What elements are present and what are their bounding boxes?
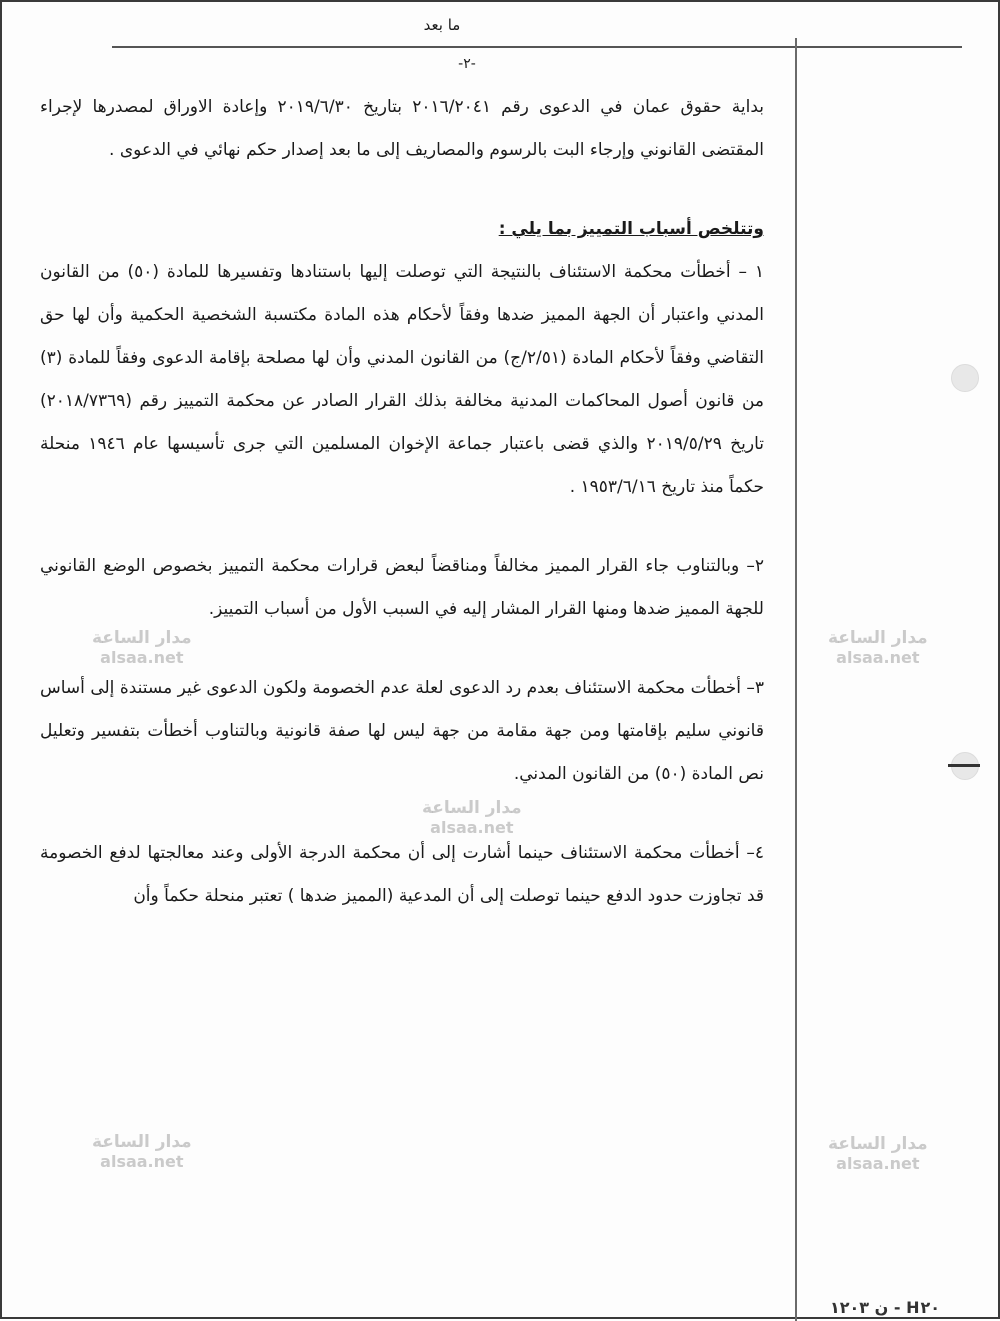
watermark — [828, 1134, 928, 1174]
footer-code: ن ١٢٠٣ - H٢٠ — [830, 1298, 940, 1317]
reason-2: ٢– وبالتناوب جاء القرار المميز مخالفاً ومناقضاً لبعض قرارات محكمة التمييز بخصوص الوضع القانوني للجهة المميز ضدها ومنها القرار المشار إليه في السبب الأول من أسباب التمييز. — [40, 556, 764, 619]
intro-paragraph: بداية حقوق عمان في الدعوى رقم ٢٠١٦/٢٠٤١ بتاريخ ٢٠١٩/٦/٣٠ وإعادة الاوراق لمصدرها لإجراء المقتضى القانوني وإرجاء البت بالرسوم والمصاريف إلى ما بعد إصدار حكم نهائي في الدعوى . — [40, 97, 764, 160]
page-number: -٢- — [458, 56, 476, 72]
watermark — [828, 628, 928, 668]
watermark-latin: alsaa.net — [100, 1152, 184, 1171]
reasons-heading: وتتلخص أسباب التمييز بما يلي : — [498, 219, 764, 239]
watermark-latin: alsaa.net — [430, 818, 514, 837]
watermark-arabic: مدار الساعة — [92, 1132, 192, 1152]
scan-mark — [948, 764, 980, 767]
margin-rule — [795, 38, 797, 1321]
reason-4: ٤– أخطأت محكمة الاستئناف حينما أشارت إلى أن محكمة الدرجة الأولى وعند معالجتها لدفع الخصومة قد تجاوزت حدود الدفع حينما توصلت إلى أن المدعية (المميز ضدها ) تعتبر منحلة حكماً وأن — [40, 843, 764, 906]
punch-hole-icon — [951, 364, 979, 392]
watermark-arabic: مدار الساعة — [92, 628, 192, 648]
watermark-latin: alsaa.net — [836, 648, 920, 667]
watermark-arabic: مدار الساعة — [828, 1134, 928, 1154]
watermark-latin: alsaa.net — [836, 1154, 920, 1173]
document-body — [40, 86, 764, 918]
reason-3: ٣– أخطأت محكمة الاستئناف بعدم رد الدعوى لعلة عدم الخصومة ولكون الدعوى غير مستندة إلى أساس قانوني سليم بإقامتها ومن جهة مقامة من جهة ليس لها صفة قانونية وبالتناوب أخطأت بتفسير وتعليل نص المادة (٥٠) من القانون المدني. — [40, 678, 764, 784]
watermark-latin: alsaa.net — [100, 648, 184, 667]
reason-1: ١ – أخطأت محكمة الاستئناف بالنتيجة التي توصلت إليها باستنادها وتفسيرها للمادة (٥٠) من القانون المدني واعتبار أن الجهة المميز ضدها وفقاً لأحكام هذه المادة مكتسبة الشخصية الحكمية وأن لها حق التقاضي وفقاً لأحكام المادة (٢/٥١/ج) من القانون المدني وأن لها مصلحة بإقامة الدعوى وفقاً للمادة (٣) من قانون أصول المحاكمات المدنية مخالفة بذلك القرار الصادر عن محكمة التمييز رقم (٢٠١٨/٧٣٦٩) تاريخ ٢٠١٩/٥/٢٩ والذي قضى باعتبار جماعة الإخوان المسلمين التي جرى تأسيسها عام ١٩٤٦ منحلة حكماً منذ تاريخ ١٩٥٣/٦/١٦ . — [40, 262, 765, 497]
watermark-arabic: مدار الساعة — [422, 798, 522, 818]
watermark — [92, 1132, 192, 1172]
watermark-arabic: مدار الساعة — [828, 628, 928, 648]
header-title: ما بعد — [423, 16, 461, 34]
header-rule — [112, 46, 962, 48]
